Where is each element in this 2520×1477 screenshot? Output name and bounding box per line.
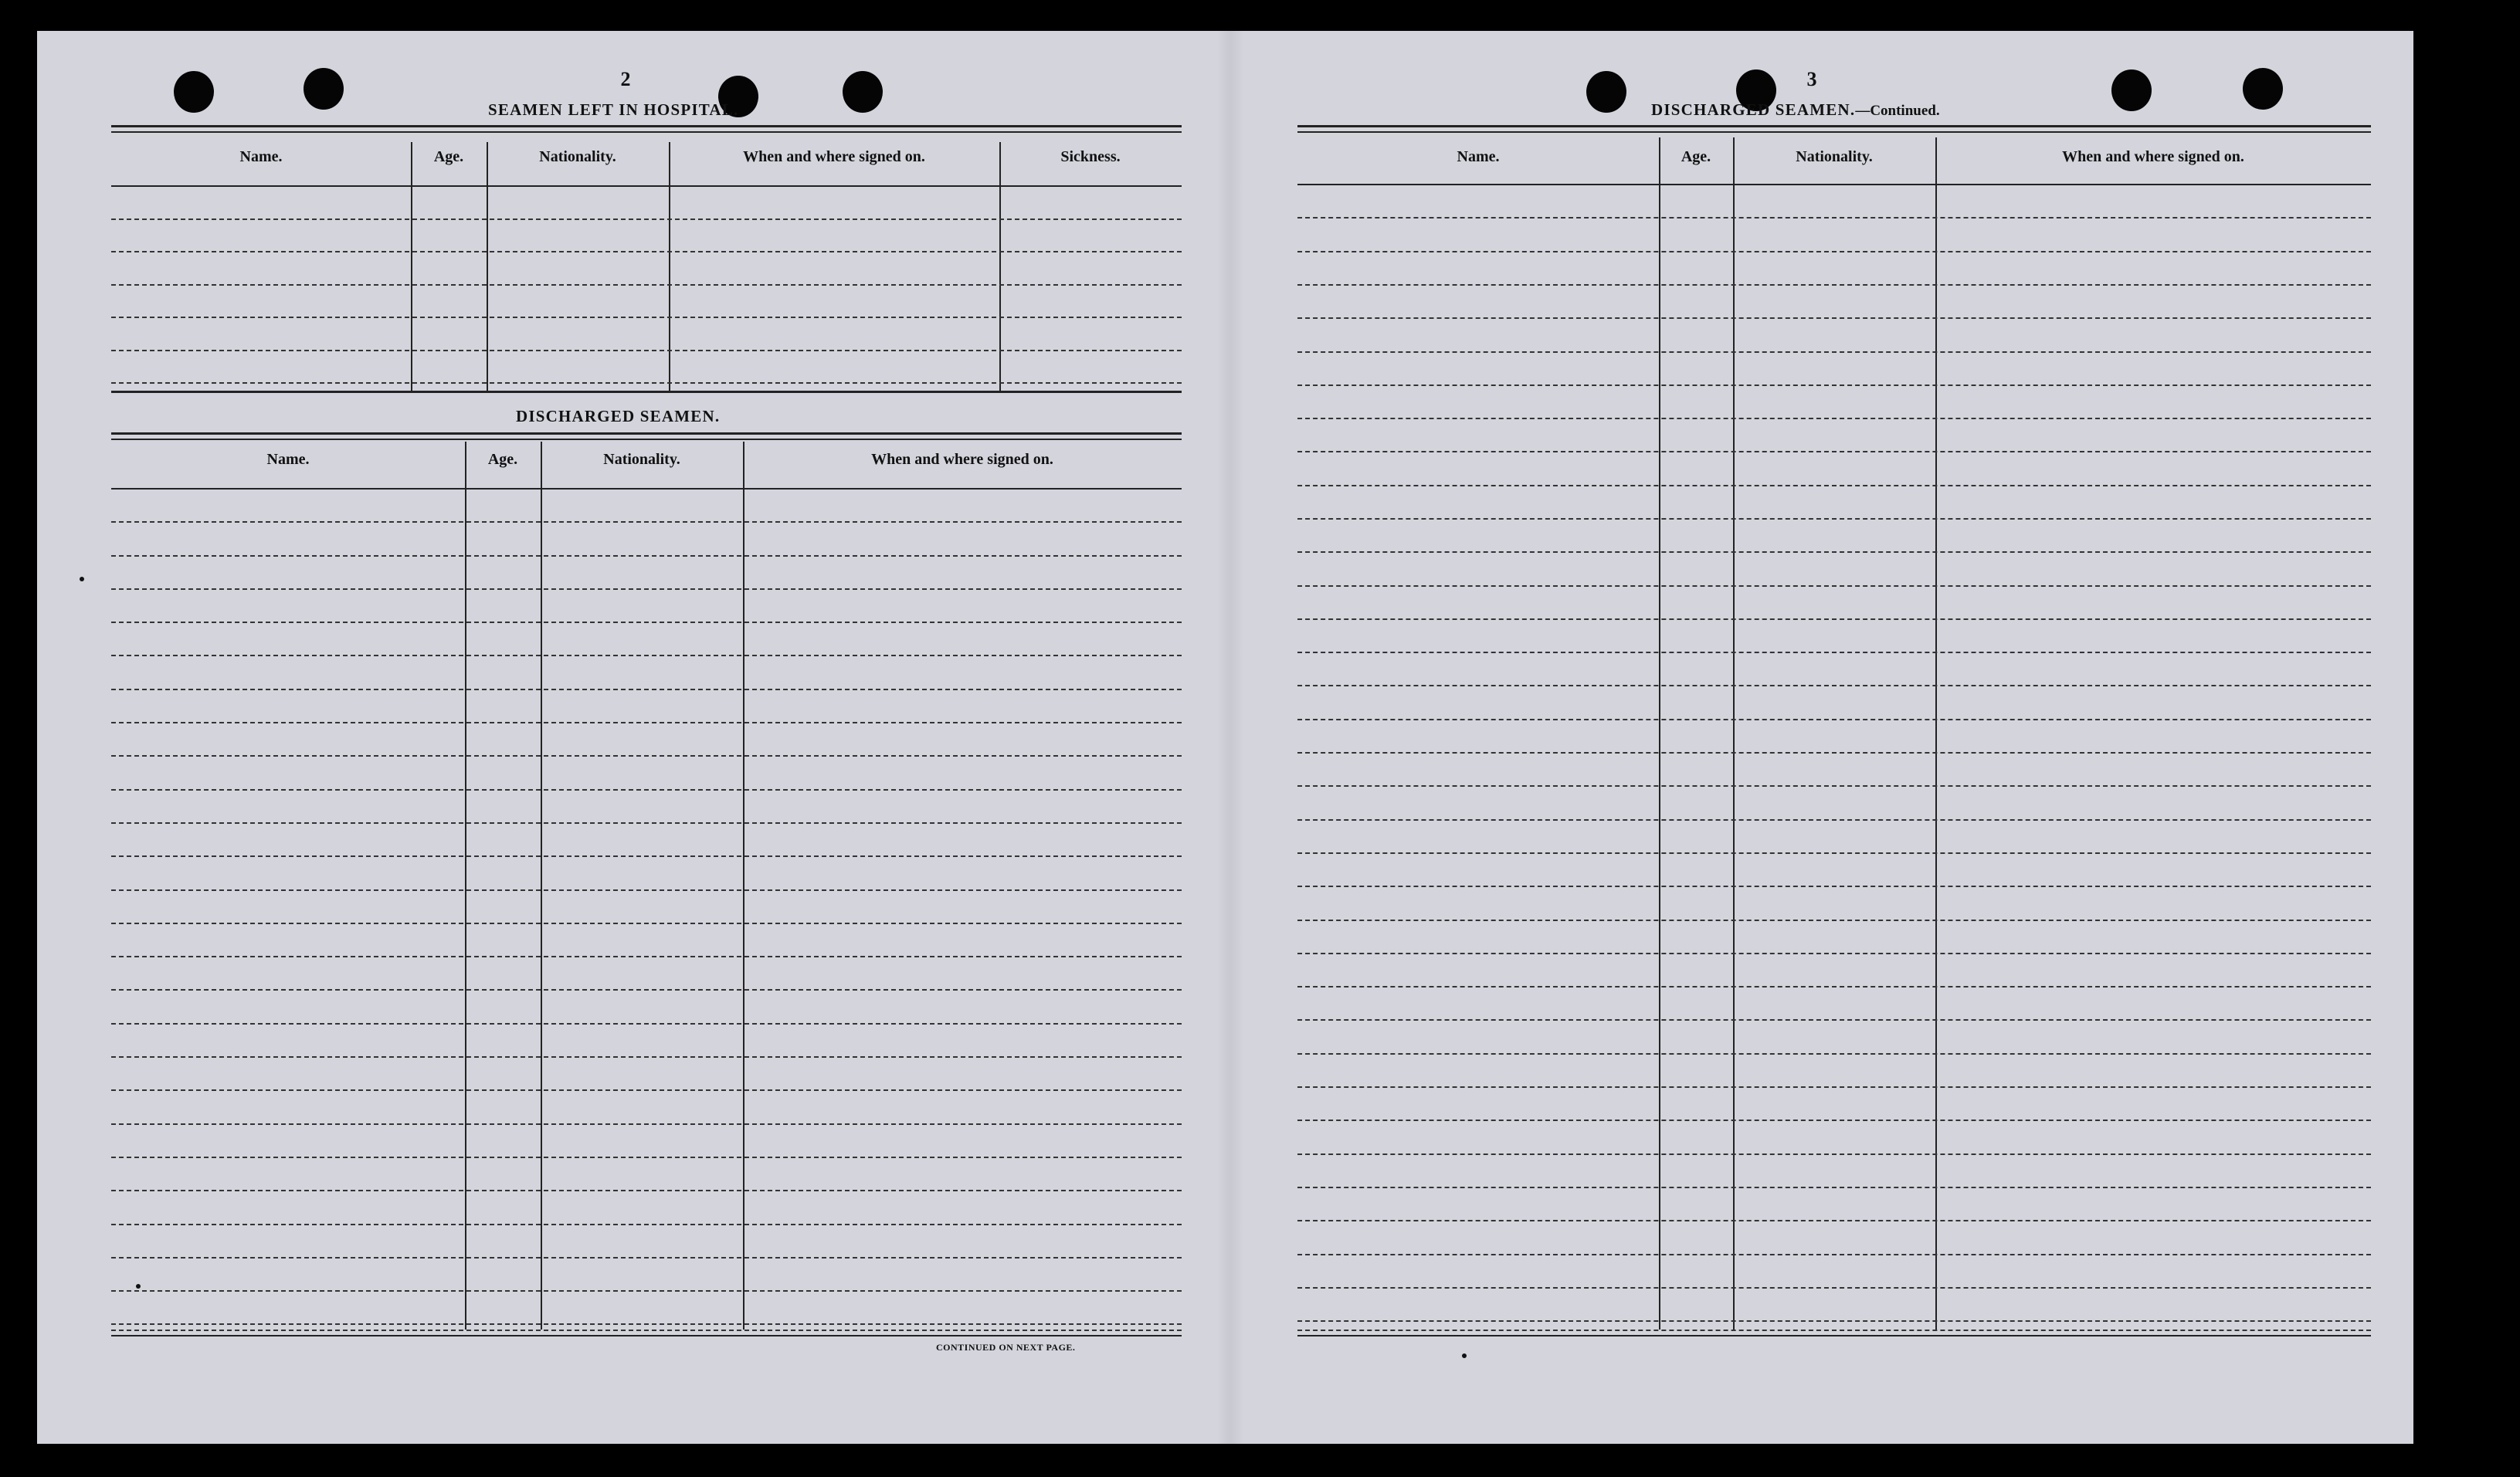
punch-hole [2111,69,2152,111]
entry-row-line [111,789,1182,791]
entry-row-line [1297,518,2371,520]
continued-footer: CONTINUED ON NEXT PAGE. [936,1342,1076,1353]
column-header-age: Age. [487,451,518,468]
entry-row-line [111,1323,1182,1325]
document-sheet [37,31,2413,1444]
column-header-nationality: Nationality. [539,148,616,165]
column-header-when-and-where-signed-on: When and where signed on. [2062,148,2244,165]
column-divider [411,142,412,391]
entry-row-line [111,1190,1182,1191]
entry-row-line [111,622,1182,623]
entry-row-line [111,689,1182,690]
punch-hole [843,71,883,113]
punch-hole [304,68,344,110]
entry-row-line [1297,351,2371,353]
column-divider [1733,137,1735,1330]
column-header-when-and-where-signed-on: When and where signed on. [743,148,925,165]
entry-row-line [111,350,1182,351]
column-header-age: Age. [433,148,464,165]
header-rule [1297,131,2371,133]
entry-row-line [1297,551,2371,553]
column-divider [743,442,744,1330]
column-divider [669,142,670,391]
entry-row-line [1297,719,2371,720]
entry-row-line [1297,485,2371,486]
table-bottom-rule [1297,1330,2371,1331]
column-header-name: Name. [266,451,310,468]
entry-row-line [1297,217,2371,219]
entry-row-line [111,1056,1182,1058]
punch-hole [2243,68,2283,110]
entry-row-line [111,1023,1182,1025]
entry-row-line [1297,1220,2371,1221]
entry-row-line [1297,785,2371,787]
header-rule [1297,125,2371,127]
ink-speck [136,1284,141,1289]
entry-row-line [111,1123,1182,1125]
entry-row-line [1297,451,2371,452]
entry-row-line [1297,886,2371,887]
entry-row-line [111,1290,1182,1292]
entry-row-line [1297,1053,2371,1055]
entry-row-line [111,555,1182,557]
entry-row-line [1297,953,2371,954]
entry-row-line [111,855,1182,857]
column-header-nationality: Nationality. [1796,148,1873,165]
entry-row-line [111,1224,1182,1225]
entry-row-line [1297,1254,2371,1255]
table-bottom-rule [111,1330,1182,1331]
header-underline [111,488,1182,490]
section-rule [111,391,1182,393]
entry-row-line [111,284,1182,286]
entry-row-line [111,755,1182,757]
table-bottom-rule [1297,1335,2371,1336]
section-rule [111,439,1182,440]
column-divider [1659,137,1660,1330]
punch-hole [1586,71,1626,113]
column-divider [999,142,1001,391]
entry-row-line [111,382,1182,384]
section-title-discharged-seamen: DISCHARGED SEAMEN. [516,407,721,425]
entry-row-line [1297,251,2371,252]
center-fold [1217,31,1243,1444]
ink-speck [80,577,84,581]
entry-row-line [111,1257,1182,1258]
entry-row-line [1297,685,2371,686]
entry-row-line [1297,752,2371,754]
column-header-sickness: Sickness. [1060,148,1121,165]
entry-row-line [1297,1187,2371,1188]
entry-row-line [1297,284,2371,286]
header-underline [1297,184,2371,185]
entry-row-line [1297,1086,2371,1088]
entry-row-line [1297,1120,2371,1121]
punch-hole [174,71,214,113]
entry-row-line [1297,986,2371,987]
entry-row-line [111,956,1182,957]
column-header-age: Age. [1681,148,1711,165]
entry-row-line [1297,920,2371,921]
entry-row-line [111,219,1182,220]
entry-row-line [111,722,1182,723]
column-header-name: Name. [1457,148,1500,165]
ink-speck [1462,1353,1467,1358]
entry-row-line [1297,384,2371,386]
entry-row-line [111,1089,1182,1091]
entry-row-line [1297,618,2371,620]
header-rule [111,125,1182,127]
column-header-nationality: Nationality. [603,451,680,468]
title-suffix: —Continued. [1855,103,1940,119]
entry-row-line [1297,652,2371,653]
entry-row-line [1297,1153,2371,1155]
entry-row-line [111,521,1182,523]
section-title-seamen-left-in-hospital: SEAMEN LEFT IN HOSPITAL. [488,100,739,119]
header-underline [111,185,1182,187]
entry-row-line [1297,852,2371,854]
entry-row-line [111,1157,1182,1158]
entry-row-line [1297,819,2371,821]
entry-row-line [1297,418,2371,419]
title-text: DISCHARGED SEAMEN. [1651,100,1856,119]
column-divider [487,142,488,391]
entry-row-line [111,923,1182,924]
entry-row-line [111,822,1182,824]
entry-row-line [111,251,1182,252]
column-header-name: Name. [239,148,283,165]
entry-row-line [111,588,1182,590]
column-divider [1935,137,1937,1330]
page-number: 3 [1806,68,1817,90]
entry-row-line [1297,1019,2371,1021]
entry-row-line [111,655,1182,656]
entry-row-line [111,989,1182,991]
table-bottom-rule [111,1335,1182,1336]
entry-row-line [111,889,1182,891]
column-divider [465,442,466,1330]
section-title-discharged-seamen-continued [1651,100,1940,120]
entry-row-line [111,317,1182,318]
entry-row-line [1297,1287,2371,1289]
entry-row-line [1297,1320,2371,1322]
entry-row-line [1297,317,2371,319]
section-rule [111,432,1182,435]
column-divider [541,442,542,1330]
header-rule [111,131,1182,133]
column-header-when-and-where-signed-on: When and where signed on. [871,451,1053,468]
entry-row-line [1297,585,2371,587]
page-number: 2 [620,68,631,90]
